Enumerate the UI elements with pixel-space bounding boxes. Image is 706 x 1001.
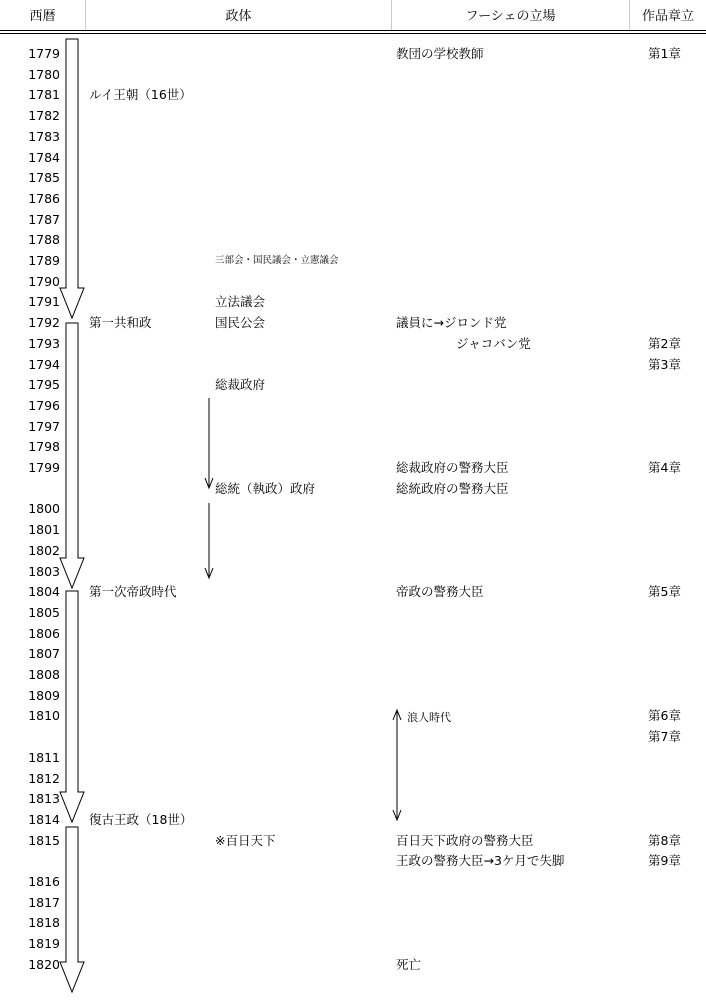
chapter-cell: 第8章 bbox=[648, 832, 681, 848]
year-cell: 1809 bbox=[28, 687, 60, 703]
year-cell: 1816 bbox=[28, 874, 60, 889]
chapter-cell: 第1章 bbox=[648, 46, 681, 61]
year-cell: 1785 bbox=[28, 170, 60, 186]
year-cell: 1805 bbox=[28, 604, 60, 620]
government-cell: 総統（執政）政府 bbox=[215, 480, 316, 496]
header-government: 政体 bbox=[86, 0, 392, 30]
year-cell: 1811 bbox=[28, 749, 60, 765]
year-cell: 1815 bbox=[28, 832, 60, 848]
year-cell: 1781 bbox=[28, 87, 60, 103]
chapter-cell: 第7章 bbox=[648, 729, 681, 745]
chapter-cell: 第9章 bbox=[648, 853, 681, 869]
year-cell: 1788 bbox=[28, 232, 60, 248]
fouche-position-cell: 百日天下政府の警務大臣 bbox=[396, 832, 534, 848]
regime-arrow-first-republic bbox=[60, 323, 84, 588]
chapter-cell: 第3章 bbox=[648, 356, 681, 372]
regime-arrow-restoration bbox=[60, 827, 84, 992]
regime-cell: 復古王政（18世） bbox=[89, 811, 193, 827]
year-cell: 1801 bbox=[28, 522, 60, 538]
year-cell: 1802 bbox=[28, 542, 60, 558]
fouche-position-cell: 議員に→ジロンド党 bbox=[396, 315, 507, 331]
fouche-position-cell: ジャコバン党 bbox=[456, 335, 531, 351]
year-cell: 1806 bbox=[28, 625, 60, 641]
year-cell: 1791 bbox=[28, 294, 60, 310]
year-cell: 1779 bbox=[28, 46, 60, 61]
year-cell: 1798 bbox=[28, 439, 60, 455]
year-cell: 1800 bbox=[28, 501, 60, 517]
year-cell: 1819 bbox=[28, 936, 60, 952]
chapter-cell: 第2章 bbox=[648, 335, 681, 351]
year-cell: 1808 bbox=[28, 667, 60, 682]
year-cell: 1817 bbox=[28, 894, 60, 910]
year-cell: 1812 bbox=[28, 770, 60, 786]
year-cell: 1784 bbox=[28, 149, 60, 165]
government-cell: 総裁政府 bbox=[215, 377, 266, 393]
regime-arrow-first-empire bbox=[60, 591, 84, 822]
year-cell: 1793 bbox=[28, 335, 60, 351]
year-cell: 1792 bbox=[28, 315, 60, 331]
year-cell: 1807 bbox=[28, 646, 60, 662]
fouche-position-cell: 総統政府の警務大臣 bbox=[396, 480, 509, 496]
fouche-position-cell: 帝政の警務大臣 bbox=[396, 584, 484, 600]
year-cell: 1796 bbox=[28, 397, 60, 413]
regime-cell: 第一次帝政時代 bbox=[89, 584, 177, 600]
fouche-position-cell: 総裁政府の警務大臣 bbox=[396, 460, 509, 475]
year-cell: 1794 bbox=[28, 356, 60, 372]
header-fouche-position: フーシェの立場 bbox=[392, 0, 630, 30]
ronin-period-label: 浪人時代 bbox=[407, 711, 451, 724]
year-cell: 1790 bbox=[28, 273, 60, 289]
regime-cell: 第一共和政 bbox=[89, 315, 152, 331]
year-cell: 1789 bbox=[28, 253, 60, 268]
year-cell: 1799 bbox=[28, 460, 60, 475]
year-cell: 1797 bbox=[28, 418, 60, 434]
government-cell: 三部会・国民議会・立憲議会 bbox=[215, 255, 339, 266]
year-cell: 1803 bbox=[28, 563, 60, 579]
year-cell: 1818 bbox=[28, 915, 60, 931]
header-year: 西暦 bbox=[0, 0, 86, 30]
year-cell: 1780 bbox=[28, 66, 60, 82]
chapter-cell: 第6章 bbox=[648, 708, 681, 724]
regime-cell: ルイ王朝（16世） bbox=[89, 87, 192, 103]
fouche-position-cell: 王政の警務大臣→3ケ月で失脚 bbox=[396, 853, 565, 869]
year-cell: 1820 bbox=[28, 956, 60, 972]
chapter-cell: 第4章 bbox=[648, 460, 681, 475]
year-cell: 1786 bbox=[28, 190, 60, 206]
fouche-position-cell: 教団の学校教師 bbox=[396, 46, 484, 61]
year-cell: 1810 bbox=[28, 708, 60, 724]
year-cell: 1782 bbox=[28, 108, 60, 124]
regime-arrow-louis bbox=[60, 39, 84, 318]
year-cell: 1804 bbox=[28, 584, 60, 600]
government-cell: ※百日天下 bbox=[215, 832, 276, 848]
fouche-position-cell: 死亡 bbox=[396, 956, 422, 972]
year-cell: 1813 bbox=[28, 791, 60, 807]
year-cell: 1783 bbox=[28, 128, 60, 144]
chapter-cell: 第5章 bbox=[648, 584, 681, 600]
government-cell: 国民公会 bbox=[215, 315, 266, 331]
government-cell: 立法議会 bbox=[215, 294, 266, 310]
year-cell: 1787 bbox=[28, 211, 60, 227]
year-cell: 1795 bbox=[28, 377, 60, 393]
header-chapter: 作品章立 bbox=[641, 9, 694, 24]
year-cell: 1814 bbox=[28, 811, 60, 827]
